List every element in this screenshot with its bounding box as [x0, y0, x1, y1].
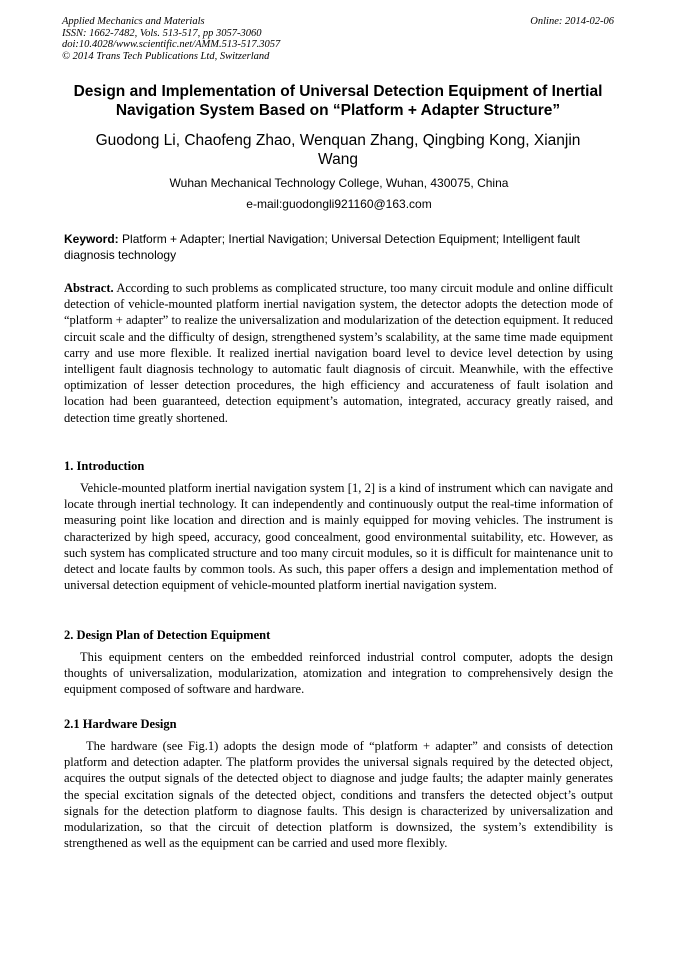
paper-title: Design and Implementation of Universal Detection Equipment of Inertial Navigation System Based on “Platform + Adapter Structure”	[73, 83, 603, 119]
abstract-label: Abstract.	[64, 281, 114, 295]
affiliation: Wuhan Mechanical Technology College, Wuhan, 430075, China	[169, 176, 509, 190]
keyword-text: Platform + Adapter; Inertial Navigation; Universal Detection Equipment; Intelligent fault diagnosis technology	[64, 232, 580, 262]
keywords	[64, 232, 613, 263]
section-heading-design-plan: 2. Design Plan of Detection Equipment	[64, 628, 271, 642]
design-plan-paragraph: This equipment centers on the embedded reinforced industrial control computer, adopts the design thoughts of universalization, modularization, atomization and integration to comprehensively design the equipment composed of software and hardware.	[64, 650, 613, 697]
abstract	[64, 280, 613, 426]
introduction-paragraph: Vehicle-mounted platform inertial navigation system [1, 2] is a kind of instrument which can navigate and locate through inertial technology. It can independently and continuously output the real-time information of measuring point like location and direction and is mainly equipped for moving vehicles. The instrument is characterized by high speed, accuracy, good concealment, good environmental suitability, etc. However, as such system has complicated structure and too many circuit modules, so it is difficult for maintenance unit to detect and locate faults by common tools. As such, this paper offers a design and implementation method of universal detection equipment of vehicle-mounted platform inertial navigation system.	[64, 481, 613, 593]
keyword-label: Keyword:	[64, 232, 119, 246]
email: e-mail:guodongli921160@163.com	[246, 197, 432, 211]
copyright: © 2014 Trans Tech Publications Ltd, Switzerland	[62, 50, 270, 62]
online-date: Online: 2014-02-06	[530, 16, 614, 27]
issn: ISSN: 1662-7482, Vols. 513-517, pp 3057-3060	[62, 27, 262, 39]
doi: doi:10.4028/www.scientific.net/AMM.513-517.3057	[62, 39, 281, 50]
section-heading-hardware-design: 2.1 Hardware Design	[64, 717, 177, 731]
journal-header	[62, 16, 280, 62]
authors: Guodong Li, Chaofeng Zhao, Wenquan Zhang, Qingbing Kong, Xianjin Wang	[95, 132, 581, 168]
hardware-design-paragraph: The hardware (see Fig.1) adopts the design mode of “platform + adapter” and consists of detection platform and detection adapter. The platform provides the universal signals required by the detected object, acquires the output signals of the detected object to diagnose and judge faults; the adapter mainly generates the special excitation signals of the detected object, conditions and transfers the detected object’s output signals for the detection platform to diagnose faults. This design is characterized by universalization and modularization, so that the circuit of detection platform is downsized, the system’s extendibility is strengthened as well as the equipment can be carried and used more flexibly.	[64, 739, 613, 851]
section-heading-introduction: 1. Introduction	[64, 459, 145, 473]
abstract-text: According to such problems as complicated structure, too many circuit module and online difficult detection of vehicle-mounted platform inertial navigation system, the detector adopts the detection mode of “platform + adapter” to realize the universalization and modularization of the detection equipment. It reduced circuit scale and the difficulty of design, strengthened system’s scalability, at the same time made equipment carry and use more flexible. It realized inertial navigation board level to device level detection by using intelligent fault diagnosis technology to automatic fault diagnosis of circuit. Meanwhile, with the effective optimization of lesser detection procedures, the high efficiency and accurateness of fault isolation and location had been guaranteed, detection equipment’s automation, integrated, accuracy greatly raised, and detection time greatly shortened.	[64, 281, 613, 425]
journal-name: Applied Mechanics and Materials	[62, 16, 205, 27]
